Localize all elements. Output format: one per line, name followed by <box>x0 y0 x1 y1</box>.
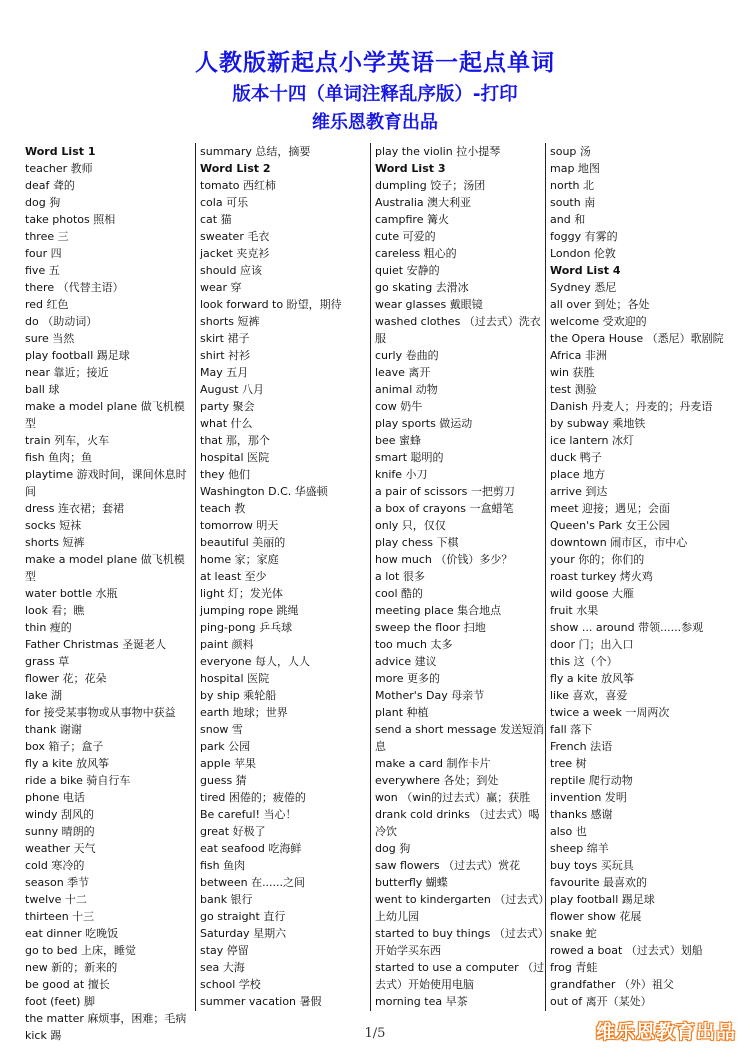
word-entry: stay 停留 <box>200 944 249 957</box>
word-entry: thanks 感谢 <box>550 808 613 821</box>
word-entry: Africa 非洲 <box>550 349 607 362</box>
word-entry: cold 寒冷的 <box>25 859 85 872</box>
word-entry: apple 苹果 <box>200 757 257 770</box>
word-entry: bee 蜜蜂 <box>375 434 422 447</box>
word-entry: make a card 制作卡片 <box>375 757 491 770</box>
word-entry: tomato 西红柿 <box>200 179 277 192</box>
word-entry: three 三 <box>25 230 69 243</box>
word-entry: rowed a boat （过去式）划船 <box>550 944 703 957</box>
word-entry: look 看；瞧 <box>25 604 85 617</box>
word-entry: great 好极了 <box>200 825 266 838</box>
word-entry: sweep the floor 扫地 <box>375 621 486 634</box>
word-entry: play football 踢足球 <box>550 893 655 906</box>
word-entry: thin 瘦的 <box>25 621 72 634</box>
word-entry: out of 离开（某处） <box>550 995 652 1008</box>
word-entry: May 五月 <box>200 366 249 379</box>
word-entry: school 学校 <box>200 978 261 991</box>
word-entry: favourite 最喜欢的 <box>550 876 647 889</box>
word-entry: French 法语 <box>550 740 613 753</box>
word-entry: drank cold drinks （过去式）喝冷饮 <box>375 808 540 838</box>
word-entry: go to bed 上床，睡觉 <box>25 944 136 957</box>
word-entry: water bottle 水瓶 <box>25 587 118 600</box>
word-entry: Danish 丹麦人；丹麦的；丹麦语 <box>550 400 713 413</box>
word-entry: foot (feet) 脚 <box>25 995 95 1008</box>
word-entry: ride a bike 骑自行车 <box>25 774 131 787</box>
word-entry: weather 天气 <box>25 842 96 855</box>
word-entry: a box of crayons 一盒蜡笔 <box>375 502 514 515</box>
word-entry: Mother's Day 母亲节 <box>375 689 485 702</box>
word-entry: socks 短袜 <box>25 519 82 532</box>
word-entry: fish 鱼肉 <box>200 859 246 872</box>
page-subtitle: 版本十四（单词注释乱序版）-打印 <box>232 84 518 105</box>
word-entry: eat seafood 吃海鲜 <box>200 842 302 855</box>
word-entry: be good at 擅长 <box>25 978 110 991</box>
word-entry: Queen's Park 女王公园 <box>550 519 670 532</box>
word-entry: play the violin 拉小提琴 <box>375 145 501 158</box>
word-entry: everyone 每人，人人 <box>200 655 311 668</box>
word-entry: dress 连衣裙；套裙 <box>25 502 124 515</box>
word-entry: test 测验 <box>550 383 597 396</box>
word-entry: new 新的；新来的 <box>25 961 118 974</box>
word-entry: bank 银行 <box>200 893 253 906</box>
word-entry: too much 太多 <box>375 638 453 651</box>
word-entry: dumpling 饺子；汤团 <box>375 179 486 192</box>
word-entry: summary 总结，摘要 <box>200 145 311 158</box>
word-entry: knife 小刀 <box>375 468 428 481</box>
word-entry: fly a kite 放风筝 <box>550 672 635 685</box>
word-entry: home 家；家庭 <box>200 553 279 566</box>
word-entry: Saturday 星期六 <box>200 927 287 940</box>
word-entry: cow 奶牛 <box>375 400 423 413</box>
word-entry: hospital 医院 <box>200 451 270 464</box>
word-entry: careless 粗心的 <box>375 247 457 260</box>
word-column-4 <box>550 143 725 1013</box>
word-entry: invention 发明 <box>550 791 627 804</box>
word-entry: meeting place 集合地点 <box>375 604 502 617</box>
word-entry: all over 到处；各处 <box>550 298 650 311</box>
word-entry: map 地图 <box>550 162 600 175</box>
word-entry: plant 种植 <box>375 706 429 719</box>
word-entry: Washington D.C. 华盛顿 <box>200 485 328 498</box>
word-entry: roast turkey 烤火鸡 <box>550 570 653 583</box>
word-entry: hospital 医院 <box>200 672 270 685</box>
word-entry: frog 青蛙 <box>550 961 598 974</box>
word-entry: fruit 水果 <box>550 604 599 617</box>
word-entry: teach 教 <box>200 502 246 515</box>
word-entry: thirteen 十三 <box>25 910 95 923</box>
word-entry: cool 酷的 <box>375 587 424 600</box>
word-entry: fly a kite 放风筝 <box>25 757 110 770</box>
word-entry: August 八月 <box>200 383 264 396</box>
word-entry: animal 动物 <box>375 383 438 396</box>
word-entry: Be careful! 当心！ <box>200 808 297 821</box>
word-entry: season 季节 <box>25 876 90 889</box>
word-entry: meet 迎接；遇见；会面 <box>550 502 671 515</box>
word-entry: dog 狗 <box>375 842 411 855</box>
word-column-1 <box>25 143 195 1042</box>
word-entry: between 在......之间 <box>200 876 306 889</box>
word-list-heading: Word List 1 <box>25 145 96 158</box>
word-entry: tree 树 <box>550 757 587 770</box>
word-entry: sea 大海 <box>200 961 245 974</box>
word-entry: tired 困倦的；疲倦的 <box>200 791 306 804</box>
word-entry: earth 地球；世界 <box>200 706 288 719</box>
word-entry: curly 卷曲的 <box>375 349 439 362</box>
word-entry: arrive 到达 <box>550 485 608 498</box>
word-entry: make a model plane 做飞机模型 <box>25 553 185 583</box>
word-entry: four 四 <box>25 247 62 260</box>
word-entry: go straight 直行 <box>200 910 286 923</box>
word-entry: downtown 闹市区，市中心 <box>550 536 688 549</box>
word-entry: shirt 衬衫 <box>200 349 251 362</box>
word-entry: show ... around 带领......参观 <box>550 621 704 634</box>
word-entry: cute 可爱的 <box>375 230 436 243</box>
word-entry: park 公园 <box>200 740 251 753</box>
word-entry: play football 踢足球 <box>25 349 130 362</box>
word-entry: everywhere 各处；到处 <box>375 774 499 787</box>
word-entry: like 喜欢，喜爱 <box>550 689 628 702</box>
word-entry: play chess 下棋 <box>375 536 459 549</box>
word-entry: twelve 十二 <box>25 893 87 906</box>
word-entry: guess 猜 <box>200 774 247 787</box>
word-entry: by ship 乘轮船 <box>200 689 277 702</box>
word-list-heading: Word List 3 <box>375 162 446 175</box>
word-entry: only 只，仅仅 <box>375 519 446 532</box>
word-entry: buy toys 买玩具 <box>550 859 634 872</box>
word-entry: make a model plane 做飞机模型 <box>25 400 185 430</box>
word-entry: place 地方 <box>550 468 606 481</box>
word-entry: London 伦敦 <box>550 247 616 260</box>
word-entry: wear glasses 戴眼镜 <box>375 298 483 311</box>
word-entry: skirt 裙子 <box>200 332 250 345</box>
word-entry: went to kindergarten （过去式）上幼儿园 <box>375 893 544 923</box>
word-entry: go skating 去滑冰 <box>375 281 469 294</box>
word-entry: sheep 绵羊 <box>550 842 609 855</box>
word-entry: quiet 安静的 <box>375 264 440 277</box>
word-entry: they 他们 <box>200 468 251 481</box>
word-entry: do （助动词） <box>25 315 98 328</box>
page-number: 1/5 <box>364 1026 386 1041</box>
word-entry: washed clothes （过去式）洗衣服 <box>375 315 541 345</box>
word-entry: teacher 教师 <box>25 162 93 175</box>
word-entry: phone 电话 <box>25 791 85 804</box>
word-entry: soup 汤 <box>550 145 591 158</box>
word-entry: should 应该 <box>200 264 262 277</box>
word-list-heading: Word List 2 <box>200 162 271 175</box>
word-entry: take photos 照相 <box>25 213 116 226</box>
word-entry: thank 谢谢 <box>25 723 82 736</box>
word-entry: playtime 游戏时间，课间休息时间 <box>25 468 187 498</box>
word-entry: advice 建议 <box>375 655 437 668</box>
word-entry: there （代替主语） <box>25 281 124 294</box>
word-entry: welcome 受欢迎的 <box>550 315 647 328</box>
word-entry: a lot 很多 <box>375 570 425 583</box>
word-entry: campfire 篝火 <box>375 213 449 226</box>
word-entry: tomorrow 明天 <box>200 519 279 532</box>
word-entry: started to use a computer （过去式）开始使用电脑 <box>375 961 545 991</box>
word-entry: your 你的；你们的 <box>550 553 645 566</box>
word-entry: ping-pong 乒乓球 <box>200 621 293 634</box>
word-entry: red 红色 <box>25 298 69 311</box>
word-entry: light 灯；发光体 <box>200 587 283 600</box>
word-entry: send a short message 发送短消息 <box>375 723 544 753</box>
word-entry: smart 聪明的 <box>375 451 444 464</box>
word-entry: a pair of scissors 一把剪刀 <box>375 485 515 498</box>
word-entry: door 门；出入口 <box>550 638 634 651</box>
word-entry: cat 猫 <box>200 213 232 226</box>
word-entry: butterfly 蝴蝶 <box>375 876 448 889</box>
word-entry: flower show 花展 <box>550 910 642 923</box>
word-entry: shorts 短裤 <box>200 315 260 328</box>
word-entry: foggy 有雾的 <box>550 230 618 243</box>
word-entry: deaf 聋的 <box>25 179 75 192</box>
word-entry: saw flowers （过去式）赏花 <box>375 859 521 872</box>
word-entry: look forward to 盼望，期待 <box>200 298 342 311</box>
column-divider <box>370 143 371 1011</box>
word-entry: jumping rope 跳绳 <box>200 604 299 617</box>
word-entry: by subway 乘地铁 <box>550 417 646 430</box>
column-divider <box>545 143 546 1011</box>
word-entry: wear 穿 <box>200 281 242 294</box>
word-entry: morning tea 早茶 <box>375 995 468 1008</box>
word-entry: Sydney 悉尼 <box>550 281 617 294</box>
word-entry: box 箱子；盒子 <box>25 740 104 753</box>
word-entry: train 列车，火车 <box>25 434 110 447</box>
word-entry: leave 离开 <box>375 366 431 379</box>
word-entry: the matter 麻烦事，困难；毛病 <box>25 1012 187 1025</box>
word-entry: five 五 <box>25 264 60 277</box>
word-entry: how much （价钱）多少？ <box>375 553 513 566</box>
word-entry: the Opera House （悉尼）歌剧院 <box>550 332 724 345</box>
word-entry: party 聚会 <box>200 400 255 413</box>
column-divider <box>195 143 196 1011</box>
word-column-3 <box>375 143 545 1013</box>
word-entry: what 什么 <box>200 417 253 430</box>
word-entry: snake 蛇 <box>550 927 597 940</box>
word-entry: ball 球 <box>25 383 60 396</box>
word-entry: and 和 <box>550 213 586 226</box>
word-entry: play sports 做运动 <box>375 417 473 430</box>
word-entry: windy 刮风的 <box>25 808 95 821</box>
word-entry: wild goose 大雁 <box>550 587 635 600</box>
word-entry: flower 花；花朵 <box>25 672 107 685</box>
word-list-heading: Word List 4 <box>550 264 621 277</box>
word-entry: fall 落下 <box>550 723 593 736</box>
word-entry: eat dinner 吃晚饭 <box>25 927 119 940</box>
word-entry: sunny 晴朗的 <box>25 825 95 838</box>
word-entry: cola 可乐 <box>200 196 249 209</box>
word-entry: ice lantern 冰灯 <box>550 434 635 447</box>
word-entry: lake 湖 <box>25 689 63 702</box>
word-entry: jacket 夹克衫 <box>200 247 270 260</box>
word-entry: near 靠近；接近 <box>25 366 109 379</box>
word-entry: also 也 <box>550 825 587 838</box>
word-entry: sweater 毛衣 <box>200 230 270 243</box>
word-entry: reptile 爬行动物 <box>550 774 633 787</box>
word-entry: south 南 <box>550 196 596 209</box>
word-entry: shorts 短裤 <box>25 536 85 549</box>
word-entry: won （win的过去式）赢；获胜 <box>375 791 531 804</box>
word-entry: for 接受某事物或从事物中获益 <box>25 706 176 719</box>
word-entry: Father Christmas 圣诞老人 <box>25 638 167 651</box>
word-entry: that 那，那个 <box>200 434 270 447</box>
word-entry: Australia 澳大利亚 <box>375 196 472 209</box>
word-entry: north 北 <box>550 179 595 192</box>
word-entry: paint 颜料 <box>200 638 254 651</box>
word-entry: grass 草 <box>25 655 70 668</box>
watermark-logo: 维乐恩教育出品 <box>595 1021 736 1043</box>
page-title: 人教版新起点小学英语一起点单词 <box>195 50 555 76</box>
word-entry: grandfather （外）祖父 <box>550 978 674 991</box>
publisher-label: 维乐恩教育出品 <box>312 112 438 133</box>
word-column-2 <box>200 143 370 1013</box>
word-entry: beautiful 美丽的 <box>200 536 286 549</box>
word-entry: win 获胜 <box>550 366 595 379</box>
word-entry: dog 狗 <box>25 196 61 209</box>
word-entry: fish 鱼肉；鱼 <box>25 451 93 464</box>
word-entry: more 更多的 <box>375 672 440 685</box>
word-entry: twice a week 一周两次 <box>550 706 670 719</box>
word-entry: sure 当然 <box>25 332 75 345</box>
word-entry: snow 雪 <box>200 723 243 736</box>
word-entry: duck 鸭子 <box>550 451 602 464</box>
word-entry: kick 踢 <box>25 1029 62 1042</box>
word-entry: at least 至少 <box>200 570 267 583</box>
word-entry: started to buy things （过去式）开始学买东西 <box>375 927 544 957</box>
word-entry: this 这（个） <box>550 655 618 668</box>
word-entry: summer vacation 暑假 <box>200 995 322 1008</box>
